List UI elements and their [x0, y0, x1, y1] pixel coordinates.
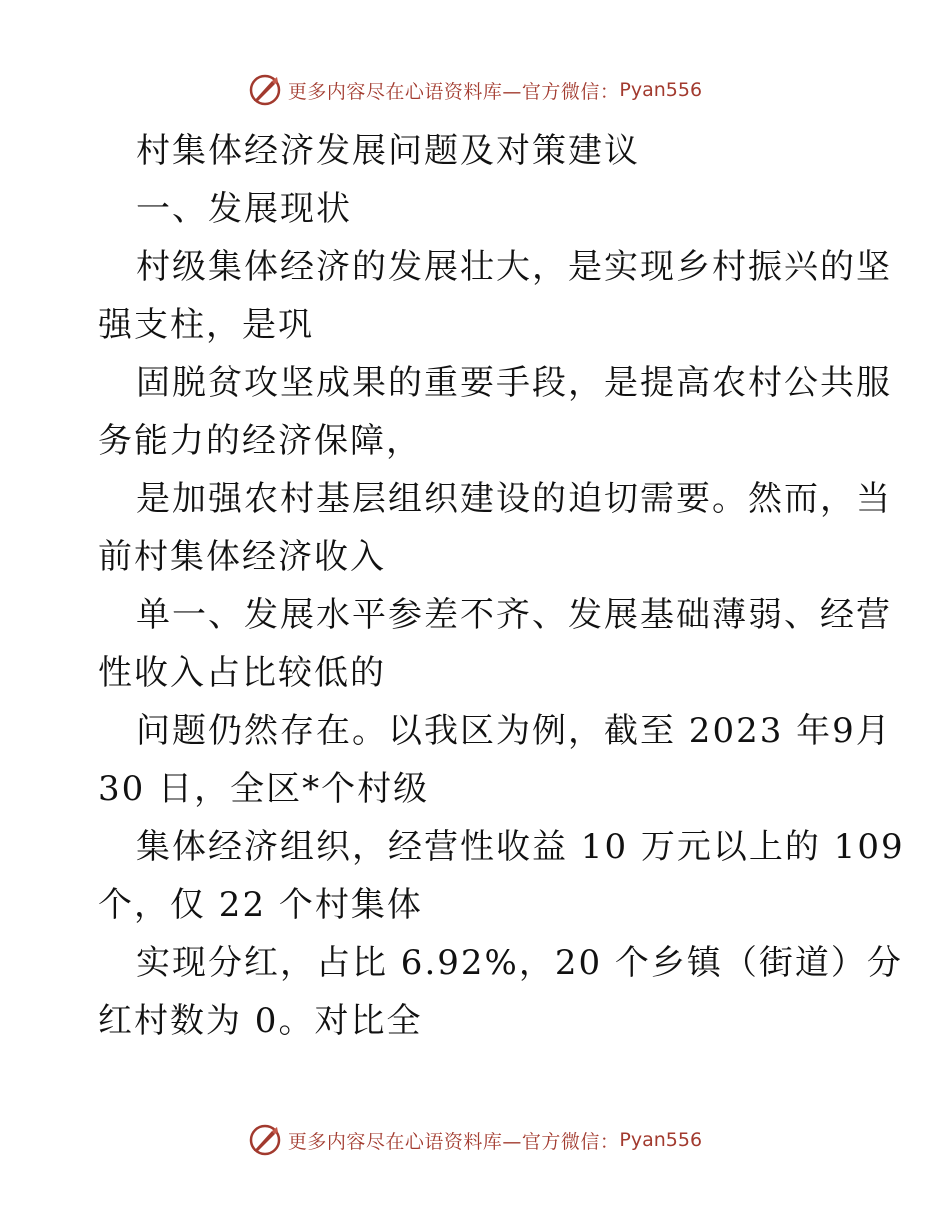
paragraph-line: 前村集体经济收入: [98, 537, 386, 577]
watermark-text: 更多内容尽在心语资料库—官方微信：: [287, 80, 620, 103]
paragraph-line: 30 日，全区*个村级: [98, 769, 430, 809]
watermark-wechat-id: Pyan556: [619, 79, 703, 101]
header-watermark: [0, 70, 950, 110]
quill-logo-icon: [248, 1123, 282, 1157]
paragraph-line: 是加强农村基层组织建设的迫切需要。然而，当: [136, 479, 892, 519]
paragraph-line: 实现分红，占比 6.92%，20 个乡镇（街道）分: [136, 943, 903, 983]
section-heading: 一、发展现状: [136, 189, 352, 229]
watermark-wechat-id: Pyan556: [619, 1129, 703, 1151]
paragraph-line: 红村数为 0。对比全: [98, 1001, 423, 1041]
paragraph-line: 单一、发展水平参差不齐、发展基础薄弱、经营: [136, 595, 892, 635]
paragraph-line: 村级集体经济的发展壮大，是实现乡村振兴的坚: [136, 247, 892, 287]
watermark-text: 更多内容尽在心语资料库—官方微信：: [287, 1130, 620, 1153]
paragraph-line: 性收入占比较低的: [98, 653, 386, 693]
paragraph-line: 固脱贫攻坚成果的重要手段，是提高农村公共服: [136, 363, 892, 403]
footer-watermark: [0, 1120, 950, 1160]
quill-logo-icon: [248, 73, 282, 107]
document-body: [98, 122, 905, 1050]
paragraph-line: 个，仅 22 个村集体: [98, 885, 423, 925]
paragraph-line: 强支柱，是巩: [98, 305, 314, 345]
paragraph-line: 集体经济组织，经营性收益 10 万元以上的 109: [136, 827, 905, 867]
document-title: 村集体经济发展问题及对策建议: [136, 131, 640, 171]
paragraph-line: 务能力的经济保障，: [98, 421, 422, 461]
paragraph-line: 问题仍然存在。以我区为例，截至 2023 年9月: [136, 711, 892, 751]
